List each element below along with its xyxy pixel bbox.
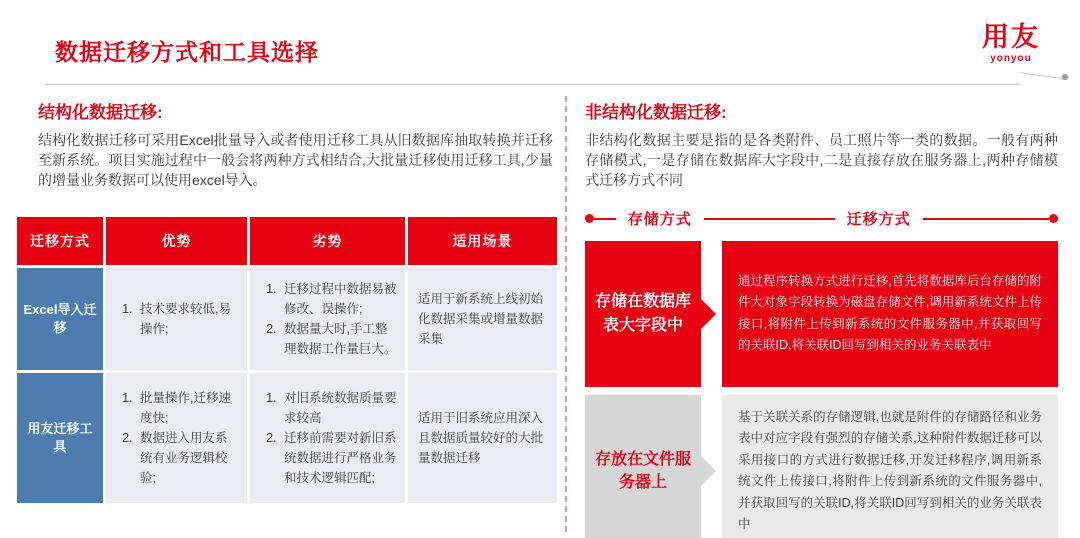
migration-comparison-table [17, 217, 554, 503]
flow-row-database-blob [585, 241, 1058, 387]
table-row-method: Excel导入迁移 [17, 268, 103, 370]
axis-dot-right [1049, 214, 1058, 223]
flow-label-arrow: 存放在文件服务器上 [585, 395, 701, 538]
table-row-cons [250, 373, 405, 503]
axis-line [704, 218, 835, 220]
yonyou-logo-text: 用友 [982, 22, 1040, 52]
pros-item: 2. 数据进入用友系统有业务逻辑校验; [136, 428, 239, 488]
storage-migration-axis [585, 209, 1058, 229]
flow-description: 基于关联关系的存储逻辑,也就是附件的存储路径和业务表中对应字段有强烈的存储关系,这种附件数据迁移可以采用接口的方式进行数据迁移,开发迁移程序,调用新系统文件上传接口,将附件上传到新系统的文件服务器中,并获取回写的关联ID,将关联ID回写到相关的业务关联表中 [722, 395, 1058, 538]
header-divider-tail [1020, 72, 1062, 79]
table-header-scenario: 适用场景 [408, 217, 557, 265]
cons-item: 1. 对旧系统数据质量要求较高 [280, 388, 397, 428]
table-row-method: 用友迁移工具 [17, 373, 103, 503]
table-header-method: 迁移方式 [17, 217, 103, 265]
table-header-cons: 劣势 [250, 217, 405, 265]
pros-item: 1. 技术要求较低,易操作; [136, 299, 239, 339]
axis-line [923, 218, 1049, 220]
table-row-scenario: 适用于旧系统应用深入且数据质量较好的大批量数据迁移 [408, 373, 557, 503]
cons-item: 2. 迁移前需要对新旧系统数据进行严格业务和技术逻辑匹配; [280, 428, 397, 488]
structured-paragraph: 结构化数据迁移可采用Excel批量导入或者使用迁移工具从旧数据库抽取转换并迁移至新系统。项目实施过程中一般会将两种方式相结合,大批量迁移使用迁移工具,少量的增量业务数据可以使用excel导入。 [38, 132, 553, 188]
table-row-pros [106, 373, 247, 503]
table-header-pros: 优势 [106, 217, 247, 265]
yonyou-logo-subtext: yonyou [990, 53, 1032, 64]
axis-line [594, 218, 616, 220]
table-row-pros [106, 268, 247, 370]
table-row-cons [250, 268, 405, 370]
flow-description: 通过程序转换方式进行迁移,首先将数据库后台存储的附件大对象字段转换为磁盘存储文件,调用新系统文件上传接口,将附件上传到新系统的文件服务器中,并获取回写的关联ID,将关联ID回写到相关的业务关联表中 [722, 241, 1058, 387]
unstructured-heading: 非结构化数据迁移: [585, 103, 727, 122]
column-divider [565, 96, 567, 532]
axis-label-migration: 迁移方式 [846, 211, 911, 229]
cons-item: 2. 数据量大时,手工整理数据工作量巨大。 [280, 319, 397, 359]
axis-dot-left [585, 214, 594, 223]
structured-heading: 结构化数据迁移: [38, 103, 163, 122]
page-title: 数据迁移方式和工具选择 [55, 39, 319, 65]
flow-label-arrow: 存储在数据库表大字段中 [585, 241, 701, 387]
header-divider-dot [1062, 74, 1068, 80]
table-row-scenario: 适用于新系统上线初始化数据采集或增量数据采集 [408, 268, 557, 370]
structured-migration-section [17, 98, 554, 503]
yonyou-logo [982, 24, 1040, 64]
axis-label-storage: 存储方式 [627, 211, 692, 229]
header-divider [45, 84, 1020, 85]
flow-row-file-server [585, 395, 1058, 538]
unstructured-migration-section [585, 98, 1058, 538]
unstructured-paragraph: 非结构化数据主要是指的是各类附件、员工照片等一类的数据。一般有两种存储模式,一是存储在数据库大字段中,二是直接存放在服务器上,两种存储模式迁移方式不同 [585, 132, 1058, 188]
pros-item: 1. 批量操作,迁移速度快; [136, 388, 239, 428]
cons-item: 1. 迁移过程中数据易被修改、误操作; [280, 279, 397, 319]
